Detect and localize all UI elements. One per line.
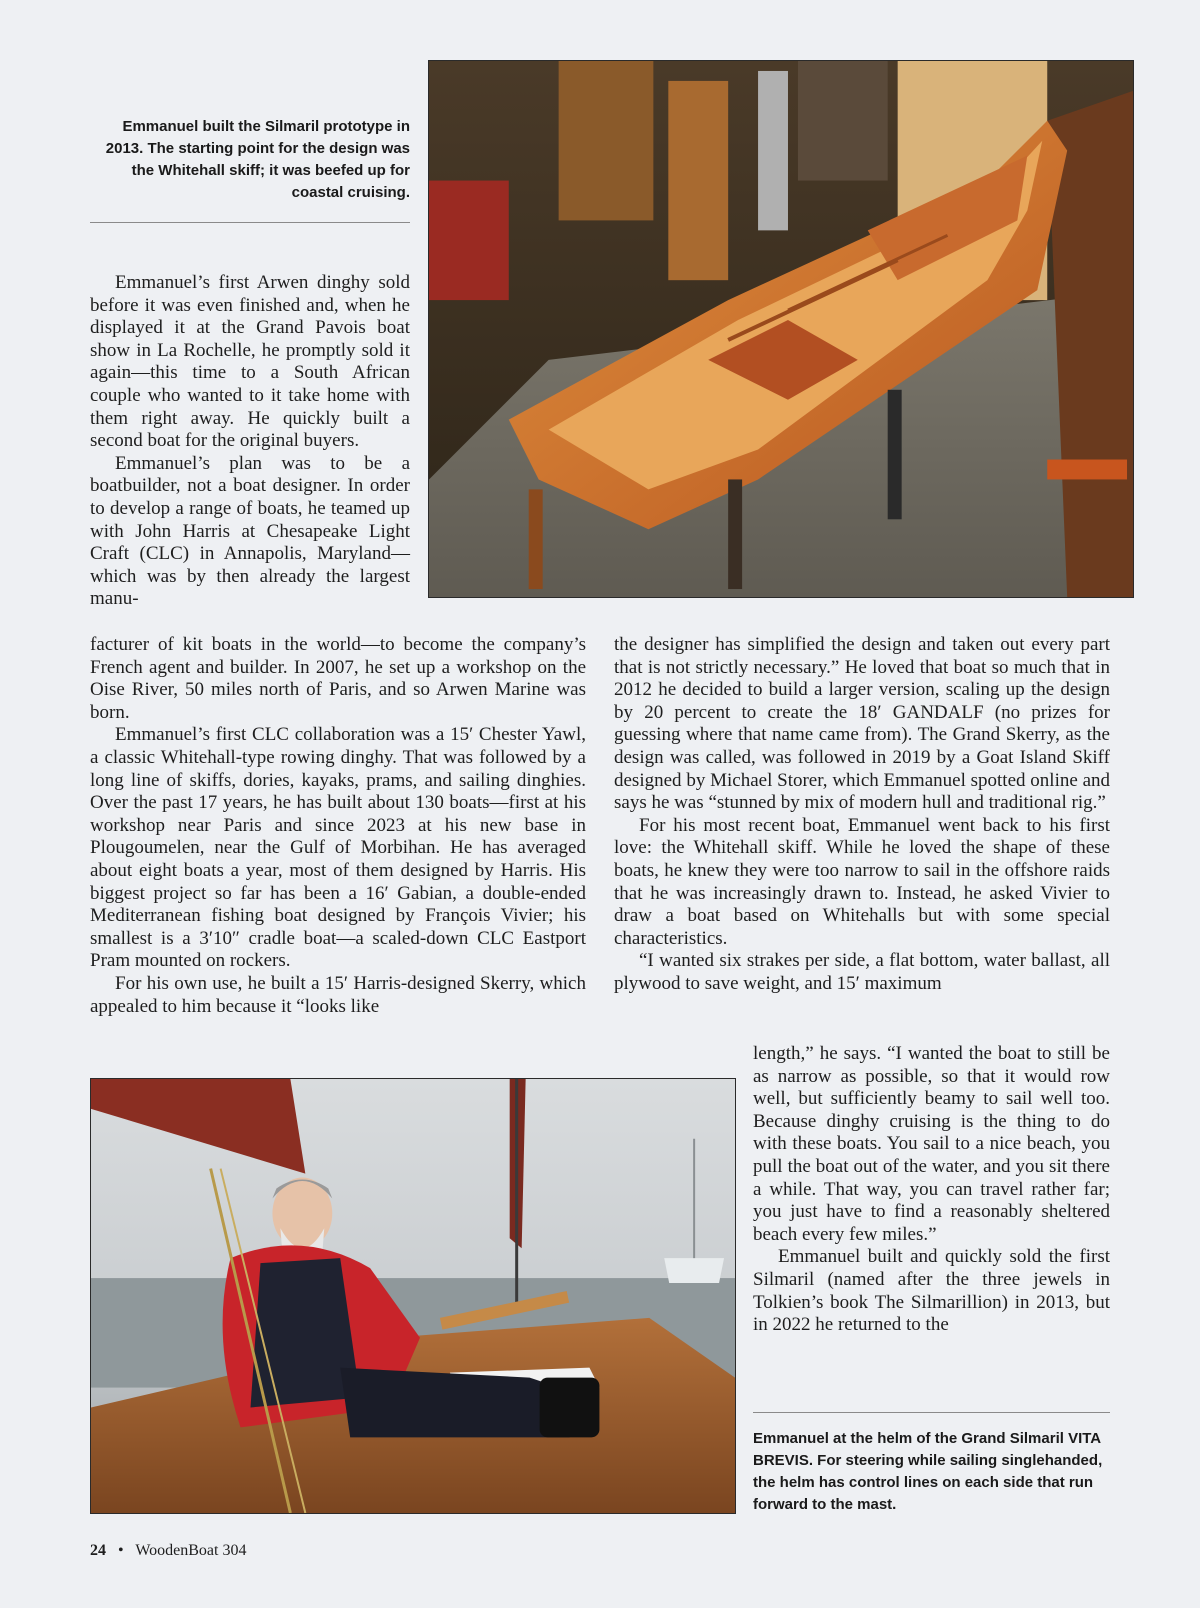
column-1-lower	[90, 634, 586, 1018]
page-folio	[90, 1542, 246, 1560]
folio-bullet: •	[118, 1542, 124, 1559]
paragraph: facturer of kit boats in the world—to become the company’s French agent and builder. In 2007, he set up a workshop on the Oise River, 50 miles north of Paris, and so Arwen Marine was born.	[90, 634, 586, 723]
column-1-upper	[90, 272, 410, 611]
paragraph: Emmanuel’s first Arwen dinghy sold before it was even finished and, when he displayed it at the Grand Pavois boat show in La Rochelle, he promptly sold it again—this time to a South African couple who wanted to it take home with them right away. He quickly built a second boat for the original buyers.	[90, 272, 410, 452]
caption-bottom	[753, 1428, 1110, 1516]
paragraph: the designer has simplified the design and taken out every part that is not strictly necessary.” He loved that boat so much that in 2012 he decided to build a larger version, scaling up the design by 20 percent to create the 18′ GANDALF (no prizes for guessing where that name came from). The Grand Skerry, as the design was called, was followed in 2019 by a Goat Island Skiff designed by Michael Storer, which Emmanuel spotted online and says he was “stunned by mix of modern hull and traditional rig.”	[614, 634, 1110, 814]
photo-helm-sailor	[90, 1078, 736, 1514]
caption-top-text: Emmanuel built the Silmaril prototype in 2013. The starting point for the design was the Whitehall skiff; it was beefed up for coastal cruising.	[105, 118, 410, 201]
magazine-issue: WoodenBoat 304	[135, 1542, 247, 1559]
caption-top-rule	[90, 222, 410, 223]
paragraph: length,” he says. “I wanted the boat to still be as narrow as possible, so that it would row well, but sufficiently beamy to sail well too. Because dinghy cruising is the thing to do with these boats. You sail to a nice beach, you pull the boat out of the water, and you sit there a while. That way, you can travel rather far; you just have to find a reasonably sheltered beach every few miles.”	[753, 1043, 1110, 1245]
caption-top	[90, 116, 410, 204]
caption-bottom-rule	[753, 1412, 1110, 1413]
photo-workshop-boat	[428, 60, 1134, 598]
column-2-upper	[614, 634, 1110, 996]
paragraph: Emmanuel’s plan was to be a boatbuilder, not a boat designer. In order to develop a range of boats, he teamed up with John Harris at Chesapeake Light Craft (CLC) in Annapolis, Maryland—which was by then already the largest manu-	[90, 452, 410, 610]
paragraph: Emmanuel’s first CLC collaboration was a 15′ Chester Yawl, a classic Whitehall-type rowing dinghy. That was followed by a long line of skiffs, dories, kayaks, prams, and sailing dinghies. Over the past 17 years, he has built about 130 boats—first at his workshop near Paris and since 2023 at his new base in Plougoumelen, near the Gulf of Morbihan. He has averaged about eight boats a year, most of them designed by Harris. His biggest project so far has been a 16′ Gabian, a double-ended Mediterranean fishing boat designed by François Vivier; his smallest is a 3′10″ cradle boat—a scaled-down CLC Eastport Pram mounted on rockers.	[90, 724, 586, 972]
paragraph: For his own use, he built a 15′ Harris-designed Skerry, which appealed to him because it “looks like	[90, 972, 586, 1017]
paragraph: “I wanted six strakes per side, a flat bottom, water ballast, all plywood to save weight, and 15′ maximum	[614, 950, 1110, 994]
paragraph: For his most recent boat, Emmanuel went back to his first love: the Whitehall skiff. While he loved the shape of these boats, he knew they were too narrow to sail in the offshore raids that he was increasingly drawn to. Instead, he asked Vivier to draw a boat based on Whitehalls but with some special characteristics.	[614, 814, 1110, 949]
column-2-lower	[753, 1043, 1110, 1337]
page-number: 24	[90, 1542, 106, 1559]
paragraph: Emmanuel built and quickly sold the first Silmaril (named after the three jewels in Tolkien’s book The Silmarillion) in 2013, but in 2022 he returned to the	[753, 1246, 1110, 1336]
photo-workshop-boat-image	[429, 61, 1133, 597]
photo-helm-sailor-image	[91, 1079, 735, 1513]
caption-bottom-text: Emmanuel at the helm of the Grand Silmaril VITA BREVIS. For steering while sailing singlehanded, the helm has control lines on each side that run forward to the mast.	[753, 1430, 1103, 1513]
